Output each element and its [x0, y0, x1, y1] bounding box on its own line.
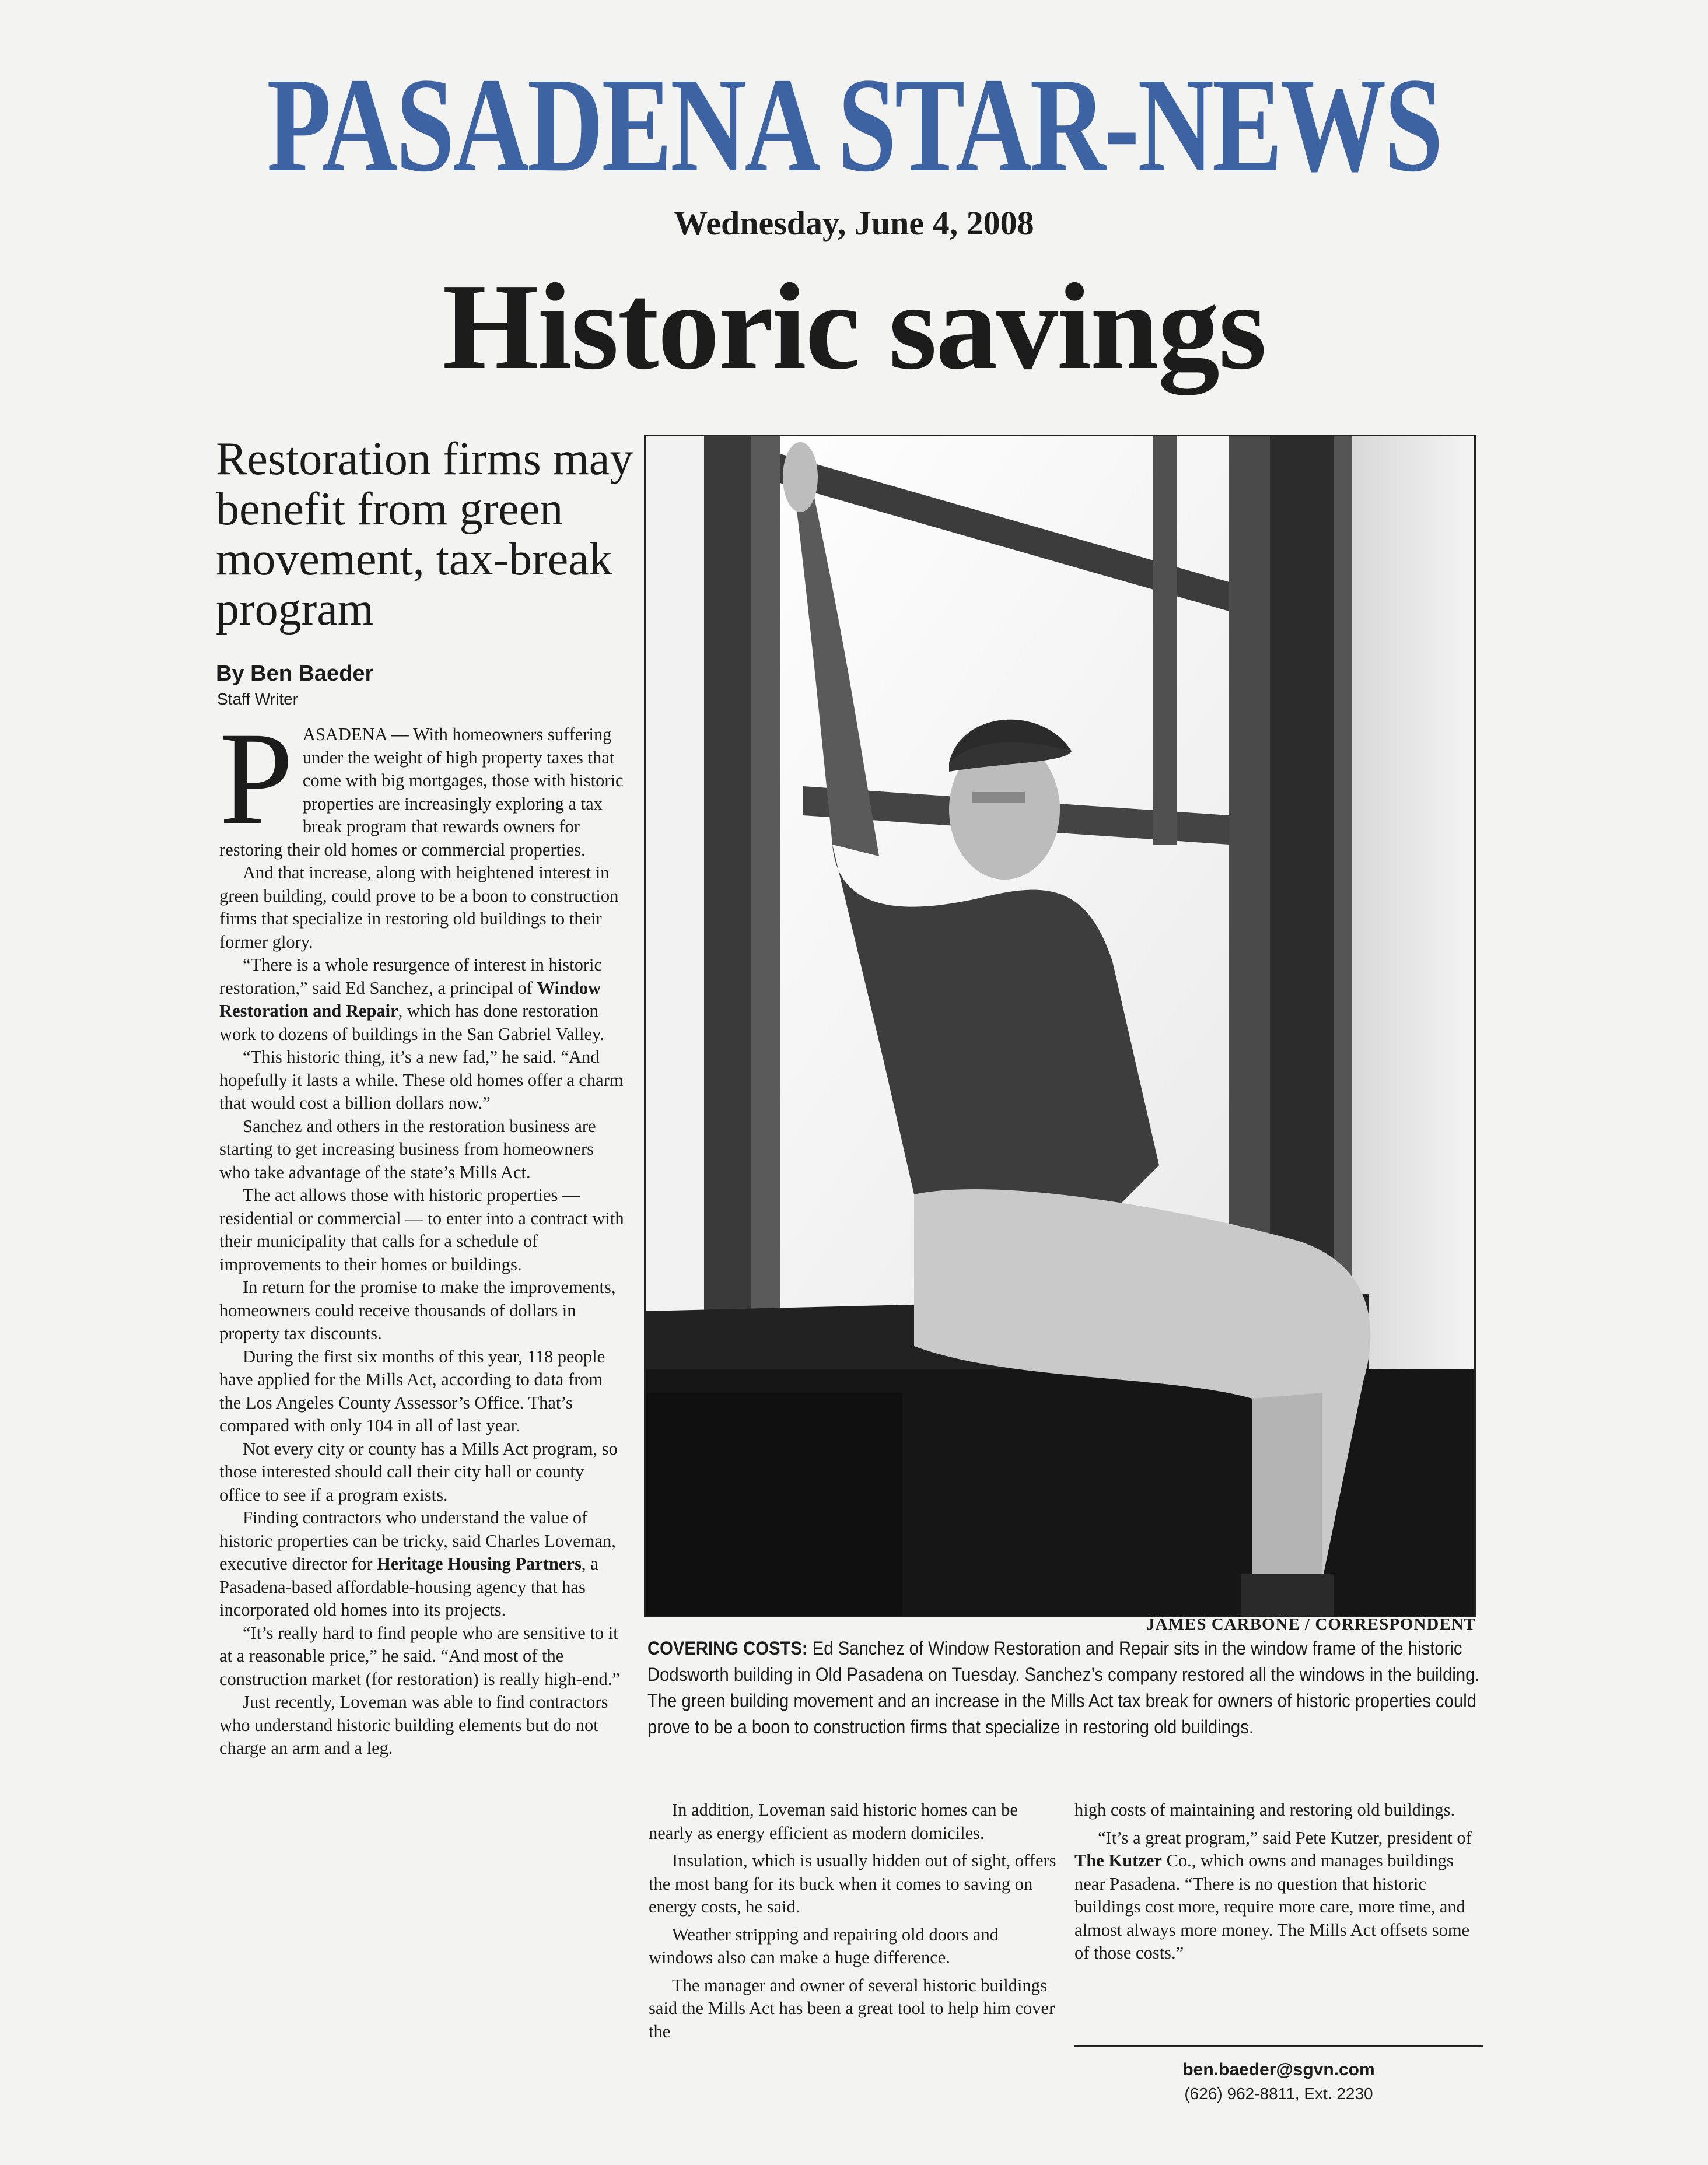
- author-phone: (626) 962-8811, Ext. 2230: [1184, 2085, 1373, 2103]
- company-name: Window Restoration and Repair: [219, 978, 601, 1021]
- article-paragraph: Sanchez and others in the restoration business are starting to get increasing business from homeowners who take advantage of the state’s Mills Act.: [219, 1116, 596, 1182]
- article-paragraph: “It’s really hard to find people who are sensitive to it at a reasonable price,” he said. “And most of the construction market (for restoration) is really high-end.”: [219, 1623, 620, 1689]
- signoff-divider: [1074, 2045, 1483, 2047]
- article-column-3: [1074, 1799, 1483, 1970]
- article-paragraph: Finding contractors who understand the value of historic properties can be tricky, said Charles Loveman, executive director for Heritage Housing Partners, a Pasadena-based affordable-housing agency that has incorporated old homes into its projects.: [219, 1508, 616, 1620]
- article-paragraph: In addition, Loveman said historic homes can be nearly as energy efficient as modern domiciles.: [649, 1800, 1018, 1843]
- deck-subheadline: Restoration firms may benefit from green movement, tax-break program: [216, 433, 634, 635]
- article-paragraph: During the first six months of this year, 118 people have applied for the Mills Act, according to data from the Los Angeles County Assessor’s Office. That’s compared with only 104 in all of last year.: [219, 1346, 606, 1435]
- article-paragraph: “There is a whole resurgence of interest in historic restoration,” said Ed Sanchez, a principal of Window Restoration and Repair, which has done restoration work to dozens of buildings in the San Gabriel Valley.: [219, 955, 604, 1044]
- publication-date: Wednesday, June 4, 2008: [674, 204, 1034, 242]
- byline-role: Staff Writer: [217, 690, 299, 708]
- article-paragraph: Insulation, which is usually hidden out of sight, offers the most bang for its buck when it comes to saving on energy costs, he said.: [649, 1851, 1056, 1917]
- caption-lead: COVERING COSTS:: [648, 1638, 808, 1659]
- article-paragraph: The act allows those with historic properties — residential or commercial — to enter into a contract with their municipality that calls for a schedule of improvements to their homes or buildings.: [219, 1185, 624, 1274]
- article-paragraph: high costs of maintaining and restoring old buildings.: [1074, 1800, 1455, 1820]
- photo-caption: [648, 1635, 1481, 1740]
- article-paragraph: PASADENA — With homeowners suffering under the weight of high property taxes that come with big mortgages, those with historic properties are increasingly exploring a tax break program that rewards owners for restoring their old homes or commercial properties.: [219, 705, 624, 860]
- photo-window-man: [646, 436, 1474, 1616]
- article-paragraph: Just recently, Loveman was able to find contractors who understand historic building elements but do not charge an arm and a leg.: [219, 1692, 608, 1758]
- masthead-title: PASADENA STAR-NEWS: [267, 50, 1441, 200]
- article-column-2: [649, 1799, 1057, 2048]
- article-paragraph: And that increase, along with heightened interest in green building, could prove to be a boon to construction firms that specialize in restoring old buildings to their former glory.: [219, 863, 619, 952]
- article-paragraph: “This historic thing, it’s a new fad,” he said. “And hopefully it lasts a while. These old homes offer a charm that would cost a billion dollars now.”: [219, 1047, 624, 1113]
- caption-text: Ed Sanchez of Window Restoration and Repair sits in the window frame of the historic Dodsworth building in Old Pasadena on Tuesday. Sanchez’s company restored all the windows in the building. The green building movement and an increase in the Mills Act tax break for owners of historic properties could prove to be a boon to construction firms that specialize in restoring old buildings.: [648, 1638, 1480, 1737]
- byline: By Ben Baeder: [216, 661, 374, 686]
- article-paragraph: The manager and owner of several historic buildings said the Mills Act has been a great tool to help him cover the: [649, 1975, 1055, 2041]
- agency-name: Heritage Housing Partners: [377, 1554, 582, 1574]
- company-name: The Kutzer: [1074, 1851, 1162, 1870]
- news-photo: [644, 435, 1476, 1617]
- headline: Historic savings: [442, 258, 1266, 395]
- article-paragraph: Not every city or county has a Mills Act program, so those interested should call their city hall or county office to see if a program exists.: [219, 1438, 618, 1505]
- article-paragraph: “It’s a great program,” said Pete Kutzer, president of The Kutzer Co., which owns and manages buildings near Pasadena. “There is no question that historic buildings cost more, require more care, more time, and almost always more money. The Mills Act offsets some of those costs.”: [1074, 1827, 1472, 1963]
- author-email: ben.baeder@sgvn.com: [1182, 2060, 1375, 2079]
- article-column-1: [219, 705, 628, 1760]
- article-paragraph: Weather stripping and repairing old doors and windows also can make a huge difference.: [649, 1924, 999, 1967]
- photo-credit: JAMES CARBONE / CORRESPONDENT: [1146, 1615, 1476, 1634]
- article-paragraph: In return for the promise to make the improvements, homeowners could receive thousands of dollars in property tax discounts.: [219, 1277, 616, 1343]
- drop-cap: P: [219, 705, 293, 852]
